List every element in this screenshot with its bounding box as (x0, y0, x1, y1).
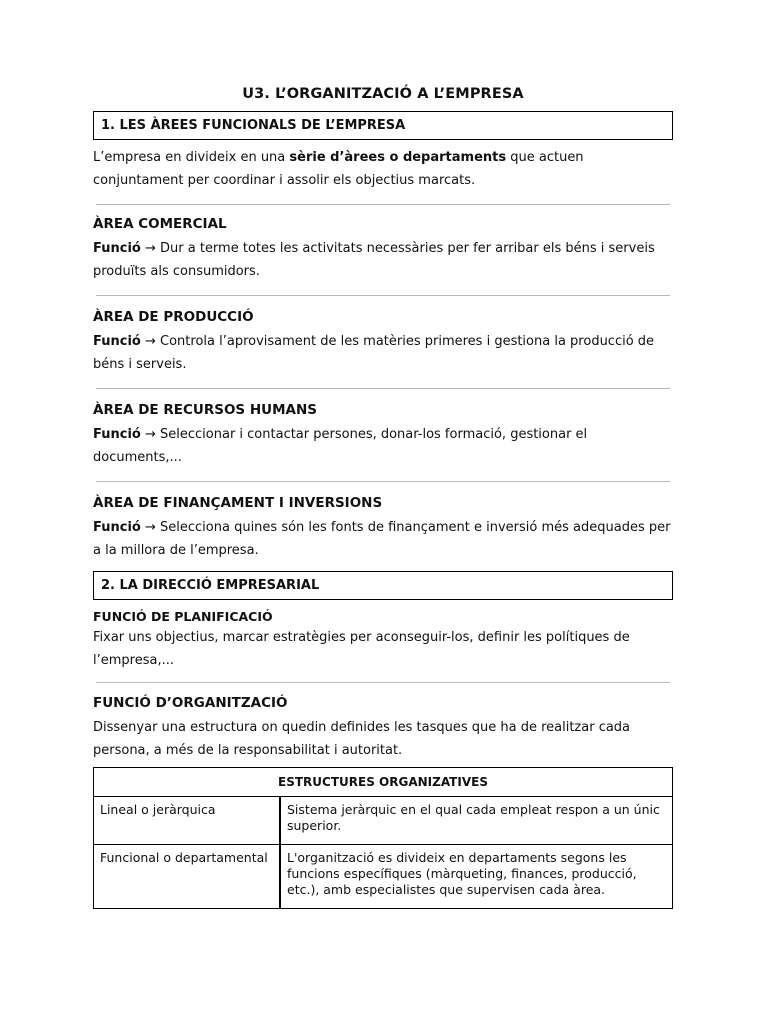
table-header: ESTRUCTURES ORGANIZATIVES (94, 768, 673, 797)
table-header-row (94, 768, 673, 797)
table-row (94, 797, 673, 845)
arrow-icon: → (140, 241, 161, 256)
structure-name: Funcional o departamental (94, 845, 281, 909)
planning-function-title: FUNCIÓ DE PLANIFICACIÓ (93, 609, 273, 624)
area-title-financing: ÀREA DE FINANÇAMENT I INVERSIONS (93, 495, 383, 511)
divider (96, 481, 670, 482)
divider (96, 295, 670, 296)
function-text: Dur a terme totes les activitats necessàries per fer arribar els béns i serveis produïts als consumidors. (93, 241, 655, 279)
table-row (94, 845, 673, 909)
organization-function-text: Dissenyar una estructura on quedin definides les tasques que ha de realitzar cada persona, a més de la responsabilitat i autoritat. (93, 720, 631, 758)
area-description-commercial (93, 237, 673, 283)
arrow-icon: → (140, 520, 161, 535)
section-heading-functional-areas: 1. LES ÀREES FUNCIONALS DE L’EMPRESA (93, 111, 673, 140)
area-title-production: ÀREA DE PRODUCCIÓ (93, 309, 254, 325)
structure-description: L'organització es divideix en departaments segons les funcions específiques (màrqueting, finances, producció, etc.), amb especialistes que supervisen cada àrea. (280, 845, 673, 909)
arrow-icon: → (140, 427, 161, 442)
function-text: Controla l’aprovisament de les matèries primeres i gestiona la producció de béns i serveis. (93, 334, 655, 372)
area-description-human-resources (93, 423, 673, 469)
organization-function-title: FUNCIÓ D’ORGANITZACIÓ (93, 695, 288, 711)
area-title-human-resources: ÀREA DE RECURSOS HUMANS (93, 402, 318, 418)
organizational-structures-table (93, 767, 673, 909)
section-heading-management: 2. LA DIRECCIÓ EMPRESARIAL (93, 571, 673, 600)
planning-function-text: Fixar uns objectius, marcar estratègies per aconseguir-los, definir les polítiques de l’empresa,... (93, 630, 630, 668)
area-title-commercial: ÀREA COMERCIAL (93, 216, 227, 232)
function-label: Funció (93, 520, 141, 535)
structure-description: Sistema jeràrquic en el qual cada empleat respon a un únic superior. (280, 797, 673, 845)
function-label: Funció (93, 241, 141, 256)
divider (96, 388, 670, 389)
document-title: U3. L’ORGANITZACIÓ A L’EMPRESA (242, 86, 524, 102)
intro-text-end: que actuen conjuntament per coordinar i assolir els objectius marcats. (93, 150, 584, 188)
intro-text-bold: sèrie d’àrees o departaments (289, 150, 507, 165)
divider (96, 682, 670, 683)
area-description-production (93, 330, 673, 376)
function-label: Funció (93, 427, 141, 442)
divider (96, 204, 670, 205)
function-label: Funció (93, 334, 141, 349)
function-text: Seleccionar i contactar persones, donar-los formació, gestionar el documents,... (93, 427, 588, 465)
function-text: Selecciona quines són les fonts de finançament e inversió més adequades per a la millora de l’empresa. (93, 520, 671, 558)
document-page (93, 86, 673, 909)
section-intro-paragraph (93, 146, 673, 192)
intro-text-start: L’empresa en divideix en una (93, 150, 290, 165)
structure-name: Lineal o jeràrquica (94, 797, 281, 845)
arrow-icon: → (140, 334, 161, 349)
area-description-financing (93, 516, 673, 562)
